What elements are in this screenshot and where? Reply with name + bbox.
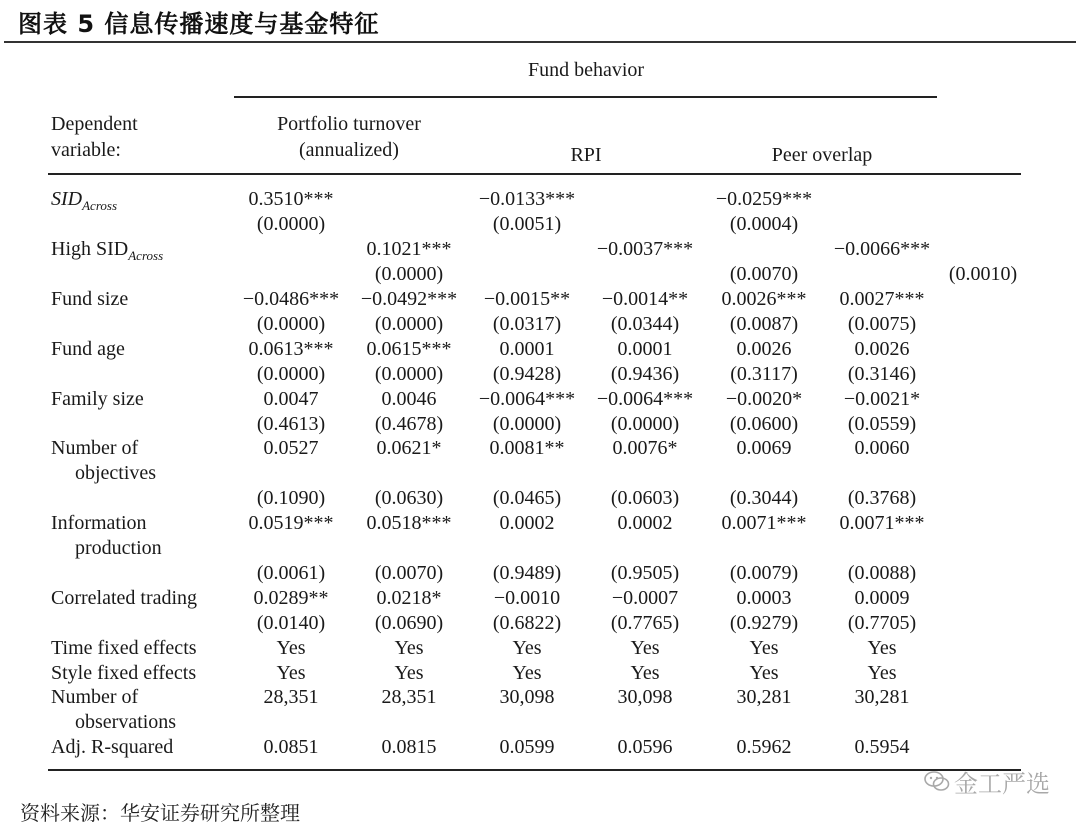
header-rule <box>48 173 1021 175</box>
footer-cell: Yes <box>394 637 424 659</box>
pvalue-cell: (0.0070) <box>374 562 444 584</box>
footer-cell: Yes <box>630 637 660 659</box>
footer-cell: 0.5962 <box>736 736 792 758</box>
pvalue-cell: (0.0070) <box>729 263 799 285</box>
footer-cell: 30,098 <box>499 686 555 708</box>
coef-cell: 0.0002 <box>499 512 555 534</box>
footer-cell: 30,098 <box>617 686 673 708</box>
coef-cell: 0.0026 <box>736 338 792 360</box>
coef-cell: 0.0518*** <box>366 512 452 534</box>
coef-cell: 0.0009 <box>854 587 910 609</box>
coef-cell: 0.0615*** <box>366 338 452 360</box>
coef-cell: −0.0015** <box>483 288 571 310</box>
footer-cell: Yes <box>512 637 542 659</box>
coef-cell: 0.0026*** <box>721 288 807 310</box>
pvalue-cell: (0.9505) <box>610 562 680 584</box>
coef-cell: 0.0027*** <box>839 288 925 310</box>
figure-title: 图表 5 信息传播速度与基金特征 <box>18 10 380 38</box>
pvalue-cell: (0.0000) <box>374 263 444 285</box>
pvalue-cell: (0.9279) <box>729 612 799 634</box>
coef-cell: −0.0133*** <box>478 188 576 210</box>
footer-label-1: Style fixed effects <box>51 662 197 684</box>
pvalue-cell: (0.3768) <box>847 487 917 509</box>
pvalue-cell: (0.0087) <box>729 313 799 335</box>
footer-label-3: Adj. R-squared <box>51 736 174 758</box>
pvalue-cell: (0.0051) <box>492 213 562 235</box>
row-label-6: Information <box>51 512 147 534</box>
footer-label-2: Number of <box>51 686 139 708</box>
coef-cell: 0.0613*** <box>248 338 334 360</box>
coef-cell: 0.3510*** <box>248 188 334 210</box>
coef-cell: 0.0076* <box>612 437 678 459</box>
footer-cell: Yes <box>276 662 306 684</box>
pvalue-cell: (0.0004) <box>729 213 799 235</box>
coef-cell: −0.0259*** <box>715 188 813 210</box>
pvalue-cell: (0.7765) <box>610 612 680 634</box>
pvalue-cell: (0.0000) <box>256 213 326 235</box>
col-header-peer-overlap: Peer overlap <box>771 144 873 166</box>
row-label-1 <box>51 237 163 263</box>
group-header: Fund behavior <box>527 59 645 81</box>
row-label-5-line2: objectives <box>75 462 157 484</box>
footer-cell: 30,281 <box>854 686 910 708</box>
watermark <box>924 764 1050 799</box>
footer-cell: Yes <box>276 637 306 659</box>
pvalue-cell: (0.0690) <box>374 612 444 634</box>
coef-cell: 0.0081** <box>489 437 565 459</box>
pvalue-cell: (0.7705) <box>847 612 917 634</box>
pvalue-cell: (0.0075) <box>847 313 917 335</box>
footer-cell: Yes <box>394 662 424 684</box>
coef-cell: 0.0218* <box>376 587 442 609</box>
footer-cell: Yes <box>867 637 897 659</box>
footer-cell: 28,351 <box>263 686 319 708</box>
coef-cell: −0.0066*** <box>833 238 931 260</box>
dependent-label-2: variable: <box>51 139 121 161</box>
footer-cell: Yes <box>749 662 779 684</box>
pvalue-cell: (0.3117) <box>730 363 798 385</box>
coef-cell: −0.0007 <box>611 587 679 609</box>
pvalue-cell: (0.0000) <box>610 413 680 435</box>
pvalue-cell: (0.0000) <box>492 413 562 435</box>
pvalue-cell: (0.0079) <box>729 562 799 584</box>
pvalue-cell: (0.0088) <box>847 562 917 584</box>
coef-cell: −0.0492*** <box>360 288 458 310</box>
coef-cell: −0.0020* <box>725 388 803 410</box>
row-label-7: Correlated trading <box>51 587 198 609</box>
watermark-text: 金工严选 <box>954 770 1050 798</box>
pvalue-cell: (0.6822) <box>492 612 562 634</box>
pvalue-cell: (0.4613) <box>256 413 326 435</box>
footer-cell: 0.0596 <box>617 736 673 758</box>
footer-cell: Yes <box>512 662 542 684</box>
pvalue-cell: (0.4678) <box>374 413 444 435</box>
pvalue-cell: (0.0603) <box>610 487 680 509</box>
pvalue-cell: (0.0630) <box>374 487 444 509</box>
coef-cell: 0.0001 <box>617 338 673 360</box>
pvalue-cell: (0.0000) <box>256 363 326 385</box>
pvalue-cell: (0.0140) <box>256 612 326 634</box>
pvalue-cell: (0.3146) <box>847 363 917 385</box>
wechat-icon <box>924 770 950 797</box>
coef-cell: 0.0071*** <box>721 512 807 534</box>
title-divider <box>4 41 1076 43</box>
coef-cell: −0.0014** <box>601 288 689 310</box>
coef-cell: −0.0021* <box>843 388 921 410</box>
footer-cell: 0.0851 <box>263 736 319 758</box>
coef-cell: −0.0486*** <box>242 288 340 310</box>
footer-cell: 28,351 <box>381 686 437 708</box>
row-label-4: Family size <box>51 388 144 410</box>
row-label-5: Number of <box>51 437 139 459</box>
coef-cell: 0.0060 <box>854 437 910 459</box>
pvalue-cell: (0.0600) <box>729 413 799 435</box>
footer-cell: 0.0599 <box>499 736 555 758</box>
coef-cell: 0.0002 <box>617 512 673 534</box>
pvalue-cell: (0.9428) <box>492 363 562 385</box>
row-label-0 <box>51 187 117 213</box>
coef-cell: −0.0010 <box>493 587 561 609</box>
row-label-0-subscript: Across <box>82 198 118 213</box>
coef-cell: 0.1021*** <box>366 238 452 260</box>
coef-cell: 0.0071*** <box>839 512 925 534</box>
pvalue-cell: (0.0000) <box>374 313 444 335</box>
row-label-0-main: SID <box>51 188 83 210</box>
coef-cell: 0.0026 <box>854 338 910 360</box>
pvalue-cell: (0.0317) <box>492 313 562 335</box>
group-header-rule <box>234 96 937 98</box>
coef-cell: 0.0001 <box>499 338 555 360</box>
col-header-turnover-2: (annualized) <box>299 139 399 161</box>
footer-label-2-line2: observations <box>75 711 177 733</box>
coef-cell: 0.0527 <box>263 437 319 459</box>
bottom-rule <box>48 769 1021 771</box>
pvalue-cell: (0.0010) <box>948 263 1018 285</box>
coef-cell: 0.0047 <box>263 388 319 410</box>
pvalue-cell: (0.0559) <box>847 413 917 435</box>
dependent-label-1: Dependent <box>51 113 138 135</box>
footer-cell: Yes <box>749 637 779 659</box>
footer-cell: Yes <box>867 662 897 684</box>
pvalue-cell: (0.3044) <box>729 487 799 509</box>
row-label-6-line2: production <box>75 537 162 559</box>
pvalue-cell: (0.9436) <box>610 363 680 385</box>
row-label-1-main: High SID <box>51 238 129 260</box>
footer-label-0: Time fixed effects <box>51 637 197 659</box>
coef-cell: 0.0289** <box>253 587 329 609</box>
row-label-1-subscript: Across <box>128 248 164 263</box>
col-header-rpi: RPI <box>570 144 602 166</box>
coef-cell: 0.0621* <box>376 437 442 459</box>
coef-cell: 0.0003 <box>736 587 792 609</box>
pvalue-cell: (0.9489) <box>492 562 562 584</box>
coef-cell: 0.0519*** <box>248 512 334 534</box>
footer-cell: 30,281 <box>736 686 792 708</box>
pvalue-cell: (0.0061) <box>256 562 326 584</box>
pvalue-cell: (0.0344) <box>610 313 680 335</box>
footer-cell: 0.0815 <box>381 736 437 758</box>
pvalue-cell: (0.0465) <box>492 487 562 509</box>
footer-cell: Yes <box>630 662 660 684</box>
row-label-3: Fund age <box>51 338 125 360</box>
pvalue-cell: (0.0000) <box>256 313 326 335</box>
coef-cell: −0.0037*** <box>596 238 694 260</box>
source-note: 资料来源：华安证券研究所整理 <box>20 801 300 825</box>
coef-cell: −0.0064*** <box>596 388 694 410</box>
coef-cell: 0.0046 <box>381 388 437 410</box>
col-header-turnover-1: Portfolio turnover <box>277 113 421 135</box>
coef-cell: 0.0069 <box>736 437 792 459</box>
coef-cell: −0.0064*** <box>478 388 576 410</box>
pvalue-cell: (0.1090) <box>256 487 326 509</box>
footer-cell: 0.5954 <box>854 736 910 758</box>
pvalue-cell: (0.0000) <box>374 363 444 385</box>
row-label-2: Fund size <box>51 288 129 310</box>
